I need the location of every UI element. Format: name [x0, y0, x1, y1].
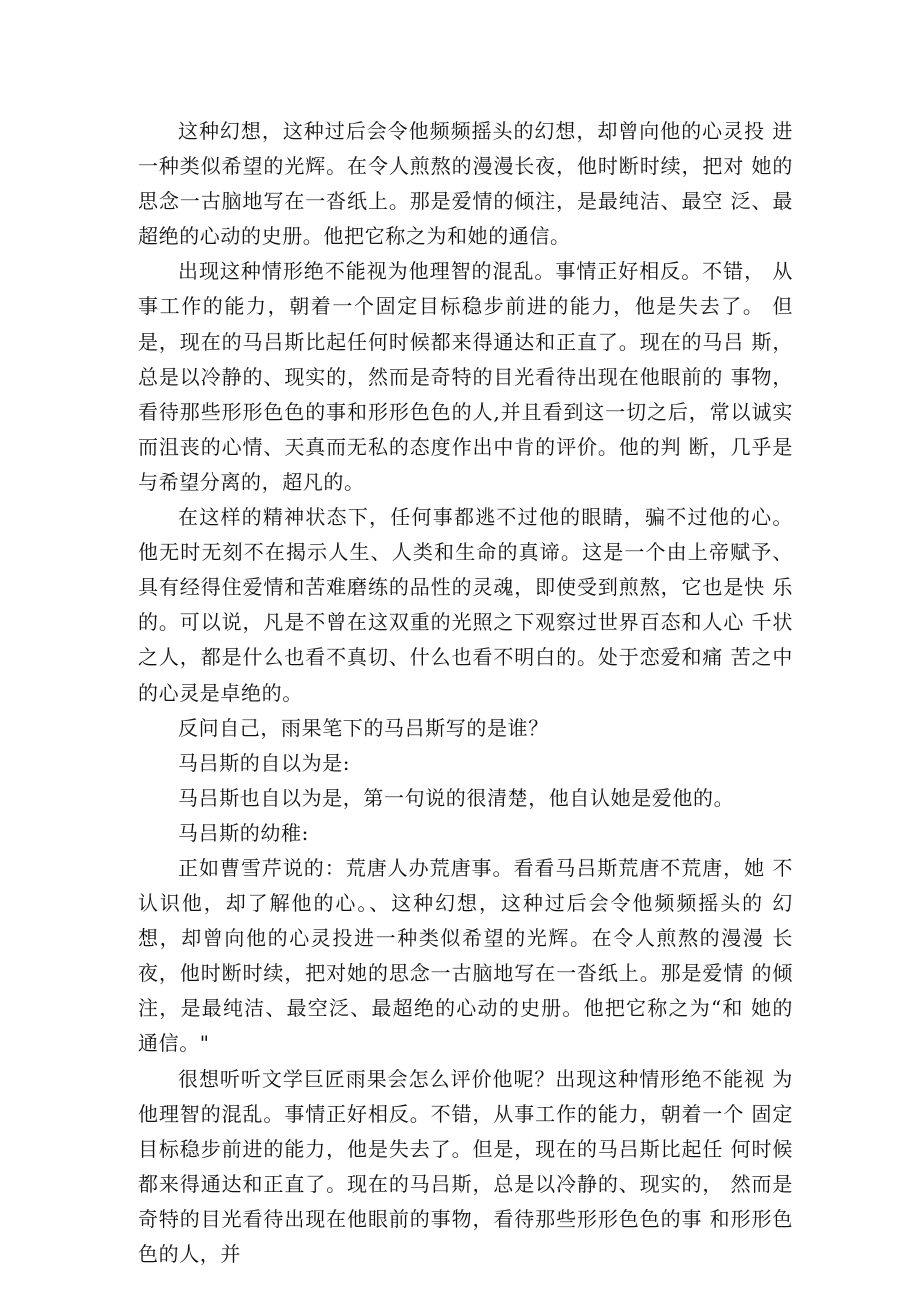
paragraph-self-righteous: 马吕斯也自以为是，第一句说的很清楚，他自认她是爱他的。 — [178, 785, 735, 810]
paragraph-reason: 出现这种情形绝不能视为他理智的混乱。事情正好相反。不错， 从事工作的能力，朝着一个固定目标稳步前进的能力，他是失去了。 但是，现在的马吕斯比起任何时候都来得通达和正直了。现在的马吕 斯，总是以冷静的、现实的，然而是奇特的目光看待出现在他眼前的 事物，看待那些形形色色的事和形形色色的人,并且看到这一切之后，常以诚实而沮丧的心情、天真而无私的态度作出中肯的评价。他的判 断，几乎是与希望分离的，超凡的。 — [138, 259, 793, 494]
heading-self-righteous: 马吕斯的自以为是: — [178, 750, 351, 775]
paragraph-question: 反问自己，雨果笔下的马吕斯写的是谁？ — [178, 715, 549, 740]
heading-naive: 马吕斯的幼稚: — [178, 820, 309, 845]
document-body — [138, 114, 793, 1272]
paragraph-mental-state: 在这样的精神状态下，任何事都逃不过他的眼睛，骗不过他的心。 他无时无刻不在揭示人生、人类和生命的真谛。这是一个由上帝赋予、 具有经得住爱情和苦难磨练的品性的灵魂，即使受到煎熬，它也是快 乐的。可以说，凡是不曾在这双重的光照之下观察过世界百态和人心 千状之人，都是什么也看不真切、什么也看不明白的。处于恋爱和痛 苦之中的心灵是卓绝的。 — [138, 505, 793, 705]
paragraph-hugo-evaluation: 很想听听文学巨匠雨果会怎么评价他呢？出现这种情形绝不能视 为他理智的混乱。事情正好相反。不错，从事工作的能力，朝着一个 固定目标稳步前进的能力，他是失去了。但是，现在的马吕斯比起任 何时候都来得通达和正直了。现在的马吕斯，总是以冷静的、现实的， 然而是奇特的目光看待出现在他眼前的事物，看待那些形形色色的事 和形形色色的人，并 — [138, 1066, 793, 1266]
paragraph-naive: 正如曹雪芹说的：荒唐人办荒唐事。看看马吕斯荒唐不荒唐，她 不认识他，却了解他的心。、这种幻想，这种过后会令他频频摇头的 幻想，却曾向他的心灵投进一种类似希望的光辉。在令人煎熬的漫漫 长夜，他时断时续，把对她的思念一古脑地写在一沓纸上。那是爱情 的倾注，是最纯洁、最空泛、最超绝的心动的史册。他把它称之为“和 她的通信。" — [138, 855, 793, 1056]
paragraph-fantasy: 这种幻想，这种过后会令他频频摇头的幻想，却曾向他的心灵投 进一种类似希望的光辉。在令人煎熬的漫漫长夜，他时断时续，把对 她的思念一古脑地写在一沓纸上。那是爱情的倾注，是最纯洁、最空 泛、最超绝的心动的史册。他把它称之为和她的通信。 — [138, 119, 793, 249]
